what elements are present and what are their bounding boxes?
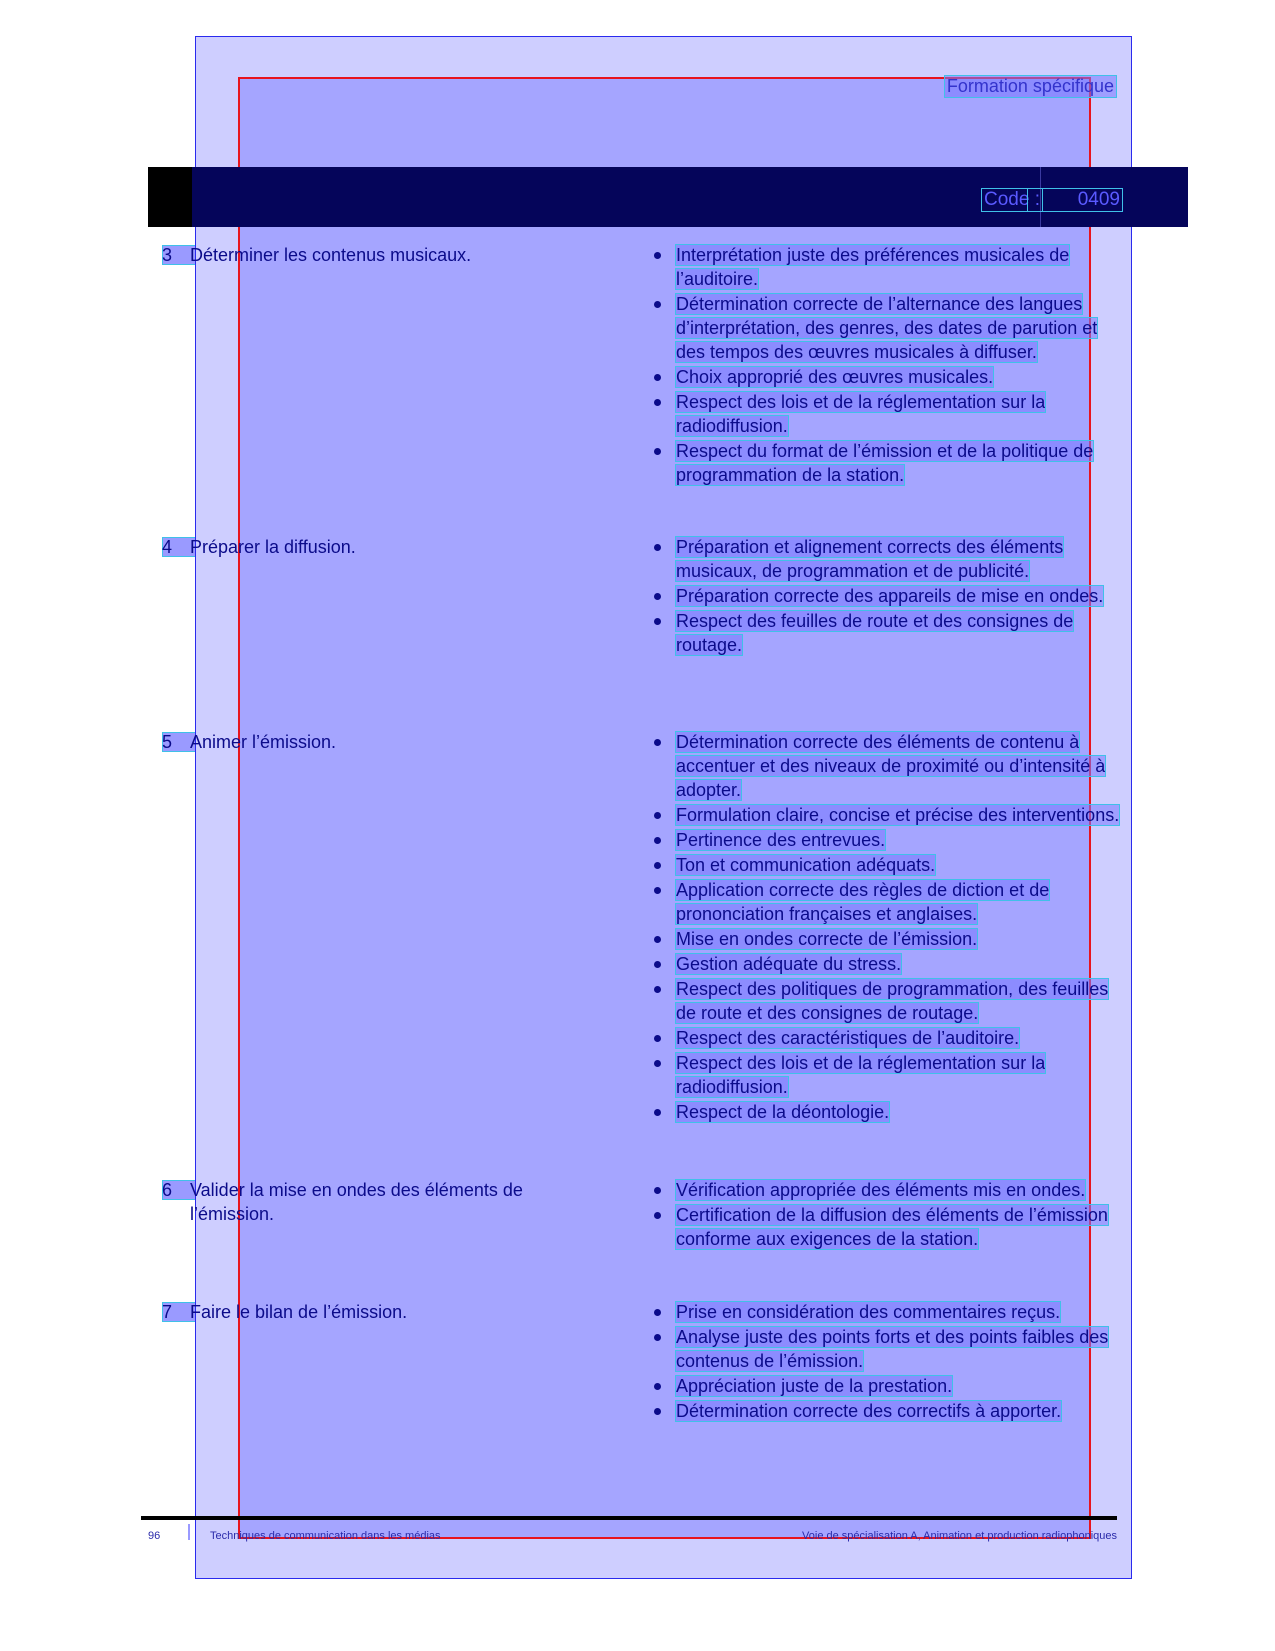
footer-specialization: Voie de spécialisation A, Animation et production radiophoniques [802,1530,1117,1542]
footer-program-title: Techniques de communication dans les médias [210,1530,441,1542]
bullet-icon [654,887,661,894]
criterion-item [654,243,1124,291]
criterion-item [654,535,1124,583]
bullet-icon [654,399,661,406]
element-title-7 [162,1300,407,1324]
criterion-text: Préparation et alignement corrects des éléments musicaux, de programmation et de publicité. [676,537,1064,581]
criteria-list-7 [654,1300,1124,1424]
footer-separator [188,1524,190,1540]
criterion-text: Interprétation juste des préférences musicales de l’auditoire. [676,245,1070,289]
criteria-list-4 [654,535,1124,658]
element-title-text: Faire le bilan de l’émission. [190,1302,408,1322]
criterion-item [654,927,1124,951]
criterion-item [654,1100,1124,1124]
criterion-item [654,1051,1124,1099]
band-left-edge [148,167,192,227]
criterion-text: Respect des politiques de programmation, des feuilles de route et des consignes de routage. [676,979,1109,1023]
element-number: 4 [162,537,173,557]
section-label: Formation spécifique [944,75,1117,98]
bullet-icon [654,1212,661,1219]
criterion-text: Respect du format de l’émission et de la politique de programmation de la station. [676,441,1094,485]
criterion-item [654,952,1124,976]
bullet-icon [654,1309,661,1316]
bullet-icon [654,1383,661,1390]
criterion-item [654,730,1124,802]
bullet-icon [654,618,661,625]
bullet-icon [654,1334,661,1341]
element-title-5 [162,730,336,754]
element-title-4 [162,535,356,559]
page-number: 96 [148,1530,161,1542]
bullet-icon [654,301,661,308]
bullet-icon [654,812,661,819]
bullet-icon [654,862,661,869]
bullet-icon [654,593,661,600]
criterion-text: Certification de la diffusion des éléments de l’émission conforme aux exigences de la station. [676,1205,1108,1249]
criterion-text: Mise en ondes correcte de l’émission. [676,929,978,949]
criterion-item [654,1203,1124,1251]
criterion-item [654,292,1124,364]
element-number: 7 [162,1302,173,1322]
criteria-list-3 [654,243,1124,488]
bullet-icon [654,252,661,259]
criterion-text: Analyse juste des points forts et des points faibles des contenus de l’émission. [676,1327,1109,1371]
criterion-item [654,390,1124,438]
bullet-icon [654,1035,661,1042]
criterion-item [654,1399,1124,1423]
criterion-text: Gestion adéquate du stress. [676,954,902,974]
criterion-item [654,977,1124,1025]
criterion-item [654,853,1124,877]
footer-rule [141,1516,1117,1520]
bullet-icon [654,739,661,746]
bullet-icon [654,544,661,551]
criteria-list-6 [654,1178,1124,1252]
element-title-text: Déterminer les contenus musicaux. [190,245,472,265]
criterion-item [654,803,1124,827]
bullet-icon [654,1060,661,1067]
criterion-item [654,584,1124,608]
criterion-item [654,609,1124,657]
element-number: 6 [162,1180,173,1200]
element-title-text: Valider la mise en ondes des éléments de [190,1180,523,1200]
criterion-item [654,439,1124,487]
element-title-text: Préparer la diffusion. [190,537,356,557]
criterion-text: Appréciation juste de la prestation. [676,1376,953,1396]
criterion-text: Respect des feuilles de route et des consignes de routage. [676,611,1074,655]
element-title-text-line2: l’émission. [190,1204,275,1224]
criterion-text: Respect des caractéristiques de l’auditoire. [676,1028,1020,1048]
criterion-item [654,1178,1124,1202]
criterion-text: Détermination correcte de l’alternance des langues d’interprétation, des genres, des dates de parution et des tempos des œuvres musicales à diffuser. [676,294,1098,362]
criterion-item [654,1026,1124,1050]
criterion-text: Vérification appropriée des éléments mis en ondes. [676,1180,1086,1200]
bullet-icon [654,936,661,943]
bullet-icon [654,986,661,993]
criterion-item [654,1325,1124,1373]
code-label: Code : [981,188,1043,212]
bullet-icon [654,837,661,844]
element-title-text: Animer l’émission. [190,732,337,752]
criterion-item [654,365,1124,389]
criterion-item [654,878,1124,926]
criterion-text: Respect des lois et de la réglementation sur la radiodiffusion. [676,392,1046,436]
criterion-text: Prise en considération des commentaires reçus. [676,1302,1061,1322]
criteria-list-5 [654,730,1124,1125]
criterion-text: Pertinence des entrevues. [676,830,886,850]
criterion-text: Respect des lois et de la réglementation sur la radiodiffusion. [676,1053,1046,1097]
bullet-icon [654,1187,661,1194]
element-title-6 [162,1178,523,1226]
bullet-icon [654,1408,661,1415]
bullet-icon [654,961,661,968]
criterion-text: Préparation correcte des appareils de mise en ondes. [676,586,1104,606]
criterion-item [654,1374,1124,1398]
criterion-text: Application correcte des règles de diction et de prononciation françaises et anglaises. [676,880,1050,924]
criterion-text: Respect de la déontologie. [676,1102,890,1122]
bullet-icon [654,1109,661,1116]
element-number: 5 [162,732,173,752]
bullet-icon [654,374,661,381]
criterion-text: Ton et communication adéquats. [676,855,936,875]
criterion-text: Formulation claire, concise et précise des interventions. [676,805,1120,825]
criterion-text: Détermination correcte des correctifs à apporter. [676,1401,1062,1421]
bullet-icon [654,448,661,455]
criterion-item [654,828,1124,852]
element-number: 3 [162,245,173,265]
element-title-3 [162,243,471,267]
code-value: 0409 [1027,188,1123,212]
criterion-text: Choix approprié des œuvres musicales. [676,367,994,387]
criterion-text: Détermination correcte des éléments de contenu à accentuer et des niveaux de proximité ou d’intensité à adopter. [676,732,1106,800]
criterion-item [654,1300,1124,1324]
